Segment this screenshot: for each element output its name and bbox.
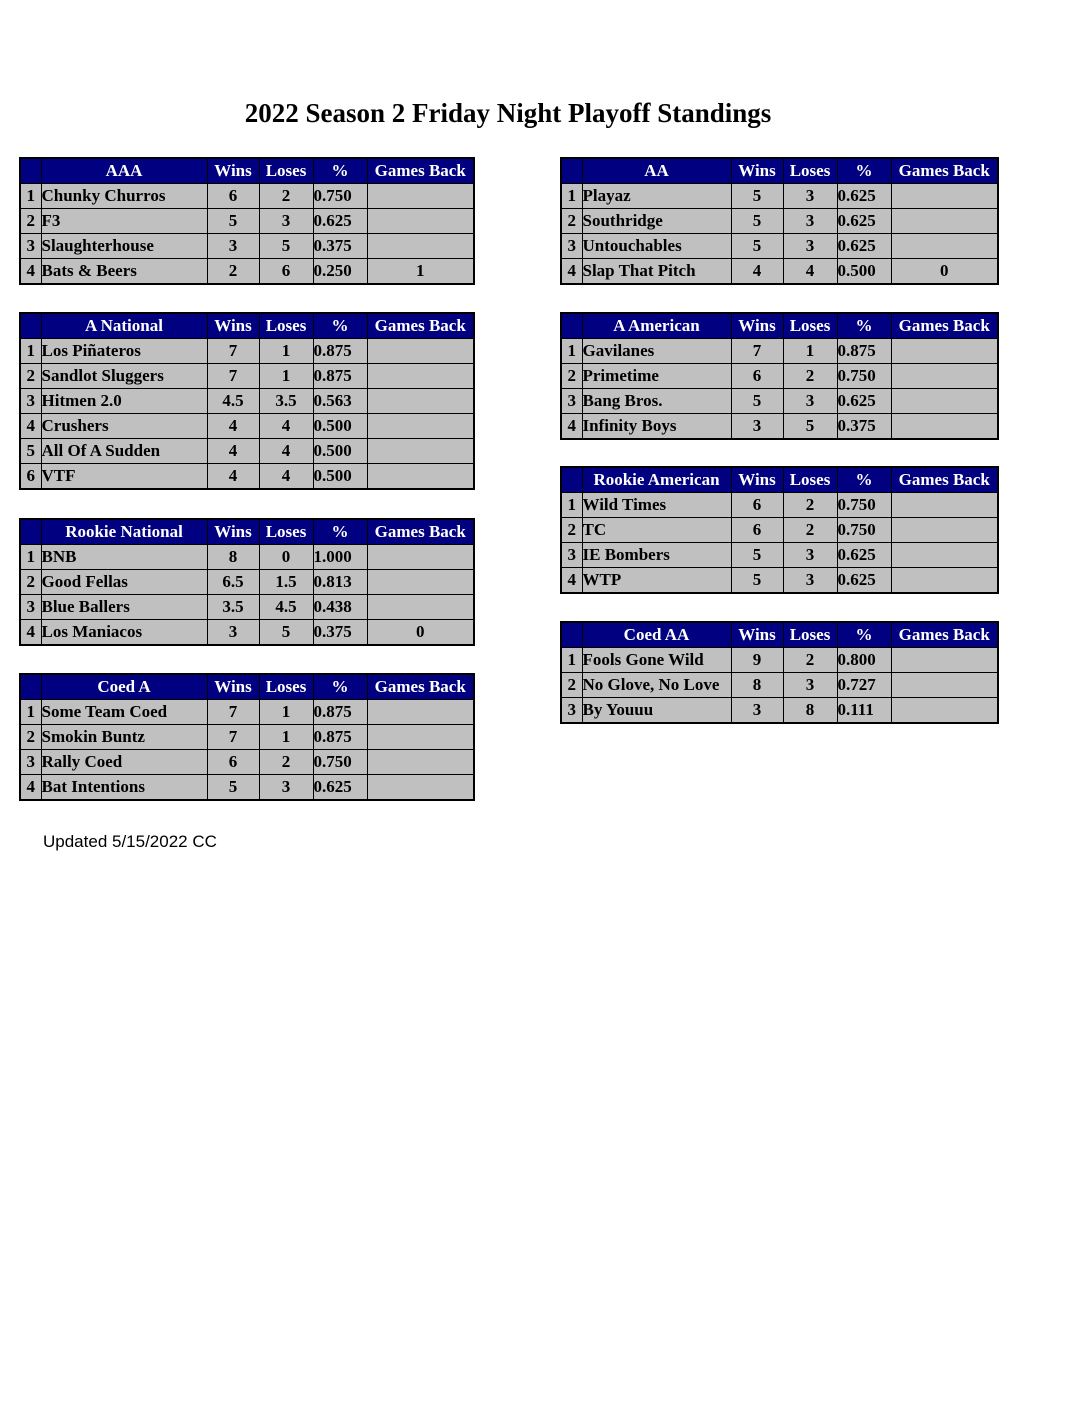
standings-table-a-national bbox=[19, 312, 475, 490]
loses-cell: 4 bbox=[259, 464, 313, 490]
rank-header bbox=[561, 313, 582, 339]
table-row bbox=[20, 259, 474, 285]
table-row bbox=[20, 364, 474, 389]
wins-cell: 7 bbox=[207, 700, 259, 725]
table-row bbox=[20, 439, 474, 464]
rank-cell: 1 bbox=[20, 339, 41, 364]
wins-cell: 5 bbox=[207, 775, 259, 801]
pct-cell: 0.500 bbox=[313, 439, 367, 464]
rank-cell: 2 bbox=[561, 673, 582, 698]
games-back-cell bbox=[367, 339, 474, 364]
loses-header: Loses bbox=[783, 158, 837, 184]
team-name-cell: Los Piñateros bbox=[41, 339, 207, 364]
loses-cell: 1 bbox=[259, 339, 313, 364]
pct-cell: 0.750 bbox=[837, 493, 891, 518]
table-row bbox=[20, 209, 474, 234]
wins-cell: 6 bbox=[731, 364, 783, 389]
pct-cell: 0.875 bbox=[837, 339, 891, 364]
team-name-cell: Good Fellas bbox=[41, 570, 207, 595]
pct-cell: 0.750 bbox=[313, 184, 367, 209]
rank-cell: 2 bbox=[20, 364, 41, 389]
pct-cell: 0.875 bbox=[313, 725, 367, 750]
pct-header: % bbox=[837, 467, 891, 493]
loses-cell: 4 bbox=[783, 259, 837, 285]
wins-cell: 5 bbox=[207, 209, 259, 234]
wins-header: Wins bbox=[731, 467, 783, 493]
wins-header: Wins bbox=[731, 313, 783, 339]
wins-header: Wins bbox=[207, 519, 259, 545]
wins-cell: 4.5 bbox=[207, 389, 259, 414]
wins-cell: 3 bbox=[731, 414, 783, 440]
wins-cell: 4 bbox=[207, 414, 259, 439]
rank-cell: 2 bbox=[20, 570, 41, 595]
team-name-cell: Los Maniacos bbox=[41, 620, 207, 646]
games-back-cell bbox=[367, 439, 474, 464]
header-row bbox=[20, 158, 474, 184]
pct-cell: 0.750 bbox=[837, 518, 891, 543]
table-row bbox=[561, 493, 998, 518]
team-name-cell: Hitmen 2.0 bbox=[41, 389, 207, 414]
team-name-cell: BNB bbox=[41, 545, 207, 570]
team-name-cell: Bats & Beers bbox=[41, 259, 207, 285]
loses-cell: 4 bbox=[259, 439, 313, 464]
wins-cell: 7 bbox=[207, 364, 259, 389]
table-row bbox=[561, 648, 998, 673]
pct-cell: 0.727 bbox=[837, 673, 891, 698]
header-row bbox=[20, 313, 474, 339]
wins-cell: 6 bbox=[731, 493, 783, 518]
table-row bbox=[561, 364, 998, 389]
games-back-header: Games Back bbox=[891, 467, 998, 493]
header-row bbox=[20, 674, 474, 700]
table-row bbox=[20, 700, 474, 725]
loses-header: Loses bbox=[259, 158, 313, 184]
wins-cell: 4 bbox=[207, 464, 259, 490]
header-row bbox=[561, 313, 998, 339]
games-back-cell bbox=[367, 775, 474, 801]
games-back-cell bbox=[367, 545, 474, 570]
wins-cell: 5 bbox=[731, 568, 783, 594]
rank-cell: 6 bbox=[20, 464, 41, 490]
loses-cell: 1 bbox=[259, 700, 313, 725]
team-name-cell: Bang Bros. bbox=[582, 389, 731, 414]
loses-cell: 4 bbox=[259, 414, 313, 439]
wins-cell: 9 bbox=[731, 648, 783, 673]
table-row bbox=[561, 673, 998, 698]
wins-header: Wins bbox=[207, 313, 259, 339]
rank-cell: 3 bbox=[20, 750, 41, 775]
loses-cell: 2 bbox=[783, 648, 837, 673]
loses-cell: 6 bbox=[259, 259, 313, 285]
games-back-cell bbox=[891, 209, 998, 234]
rank-header bbox=[20, 158, 41, 184]
rank-cell: 3 bbox=[561, 234, 582, 259]
wins-cell: 4 bbox=[731, 259, 783, 285]
team-name-cell: TC bbox=[582, 518, 731, 543]
pct-cell: 0.375 bbox=[837, 414, 891, 440]
wins-cell: 5 bbox=[731, 184, 783, 209]
games-back-cell: 1 bbox=[367, 259, 474, 285]
updated-note: Updated 5/15/2022 CC bbox=[43, 832, 217, 851]
wins-cell: 5 bbox=[731, 389, 783, 414]
wins-cell: 7 bbox=[207, 725, 259, 750]
games-back-cell bbox=[891, 234, 998, 259]
loses-cell: 2 bbox=[259, 184, 313, 209]
wins-cell: 5 bbox=[731, 209, 783, 234]
games-back-cell bbox=[367, 464, 474, 490]
standings-table-aa bbox=[560, 157, 999, 285]
pct-cell: 0.625 bbox=[313, 209, 367, 234]
games-back-header: Games Back bbox=[367, 674, 474, 700]
division-name: AAA bbox=[41, 158, 207, 184]
division-name: Coed AA bbox=[582, 622, 731, 648]
rank-cell: 2 bbox=[561, 209, 582, 234]
wins-cell: 8 bbox=[207, 545, 259, 570]
games-back-header: Games Back bbox=[891, 313, 998, 339]
games-back-header: Games Back bbox=[891, 622, 998, 648]
pct-cell: 0.875 bbox=[313, 339, 367, 364]
loses-cell: 3 bbox=[783, 543, 837, 568]
table-row bbox=[561, 339, 998, 364]
team-name-cell: Rally Coed bbox=[41, 750, 207, 775]
standings-table-coed-a bbox=[19, 673, 475, 801]
loses-cell: 2 bbox=[259, 750, 313, 775]
loses-cell: 3 bbox=[783, 389, 837, 414]
games-back-cell: 0 bbox=[367, 620, 474, 646]
team-name-cell: Southridge bbox=[582, 209, 731, 234]
rank-cell: 5 bbox=[20, 439, 41, 464]
rank-header bbox=[20, 519, 41, 545]
table-row bbox=[20, 570, 474, 595]
rank-header bbox=[561, 158, 582, 184]
rank-header bbox=[20, 674, 41, 700]
table-row bbox=[20, 620, 474, 646]
wins-cell: 8 bbox=[731, 673, 783, 698]
table-row bbox=[20, 389, 474, 414]
loses-cell: 1 bbox=[783, 339, 837, 364]
table-row bbox=[20, 184, 474, 209]
loses-header: Loses bbox=[259, 519, 313, 545]
team-name-cell: By Youuu bbox=[582, 698, 731, 724]
pct-cell: 0.625 bbox=[837, 568, 891, 594]
pct-cell: 1.000 bbox=[313, 545, 367, 570]
team-name-cell: Some Team Coed bbox=[41, 700, 207, 725]
table-row bbox=[20, 725, 474, 750]
games-back-header: Games Back bbox=[367, 519, 474, 545]
pct-header: % bbox=[313, 313, 367, 339]
table-row bbox=[561, 414, 998, 440]
rank-cell: 4 bbox=[20, 620, 41, 646]
rank-cell: 3 bbox=[561, 389, 582, 414]
wins-cell: 3.5 bbox=[207, 595, 259, 620]
pct-cell: 0.750 bbox=[837, 364, 891, 389]
division-name: AA bbox=[582, 158, 731, 184]
wins-cell: 5 bbox=[731, 234, 783, 259]
wins-cell: 3 bbox=[731, 698, 783, 724]
games-back-cell: 0 bbox=[891, 259, 998, 285]
standings-table-aaa bbox=[19, 157, 475, 285]
pct-cell: 0.438 bbox=[313, 595, 367, 620]
team-name-cell: Playaz bbox=[582, 184, 731, 209]
loses-header: Loses bbox=[783, 313, 837, 339]
table-row bbox=[20, 414, 474, 439]
table-row bbox=[20, 234, 474, 259]
table-row bbox=[561, 259, 998, 285]
games-back-header: Games Back bbox=[891, 158, 998, 184]
games-back-cell bbox=[891, 389, 998, 414]
games-back-cell bbox=[891, 493, 998, 518]
wins-cell: 3 bbox=[207, 620, 259, 646]
rank-cell: 4 bbox=[561, 568, 582, 594]
loses-cell: 1 bbox=[259, 725, 313, 750]
games-back-cell bbox=[891, 568, 998, 594]
games-back-header: Games Back bbox=[367, 313, 474, 339]
rank-cell: 4 bbox=[561, 414, 582, 440]
rank-cell: 1 bbox=[561, 184, 582, 209]
standings-table-rookie-american bbox=[560, 466, 999, 594]
team-name-cell: VTF bbox=[41, 464, 207, 490]
rank-cell: 4 bbox=[561, 259, 582, 285]
header-row bbox=[561, 622, 998, 648]
pct-cell: 0.875 bbox=[313, 364, 367, 389]
team-name-cell: Blue Ballers bbox=[41, 595, 207, 620]
table-row bbox=[20, 339, 474, 364]
games-back-cell bbox=[367, 209, 474, 234]
wins-header: Wins bbox=[207, 158, 259, 184]
loses-cell: 2 bbox=[783, 493, 837, 518]
rank-cell: 1 bbox=[20, 545, 41, 570]
rank-cell: 1 bbox=[20, 700, 41, 725]
pct-cell: 0.625 bbox=[837, 543, 891, 568]
team-name-cell: Smokin Buntz bbox=[41, 725, 207, 750]
team-name-cell: Gavilanes bbox=[582, 339, 731, 364]
games-back-cell bbox=[367, 700, 474, 725]
table-row bbox=[561, 543, 998, 568]
loses-cell: 8 bbox=[783, 698, 837, 724]
table-row bbox=[561, 389, 998, 414]
loses-cell: 3.5 bbox=[259, 389, 313, 414]
wins-cell: 5 bbox=[731, 543, 783, 568]
rank-cell: 4 bbox=[20, 414, 41, 439]
team-name-cell: Fools Gone Wild bbox=[582, 648, 731, 673]
loses-cell: 0 bbox=[259, 545, 313, 570]
wins-cell: 6 bbox=[207, 184, 259, 209]
pct-cell: 0.800 bbox=[837, 648, 891, 673]
games-back-cell bbox=[891, 648, 998, 673]
games-back-cell bbox=[367, 595, 474, 620]
standings-table-coed-aa bbox=[560, 621, 999, 724]
rank-cell: 3 bbox=[20, 595, 41, 620]
table-row bbox=[20, 750, 474, 775]
games-back-cell bbox=[891, 698, 998, 724]
team-name-cell: Primetime bbox=[582, 364, 731, 389]
rank-header bbox=[20, 313, 41, 339]
rank-cell: 2 bbox=[561, 518, 582, 543]
games-back-cell bbox=[891, 673, 998, 698]
games-back-cell bbox=[367, 570, 474, 595]
loses-header: Loses bbox=[783, 622, 837, 648]
games-back-cell bbox=[367, 725, 474, 750]
team-name-cell: Infinity Boys bbox=[582, 414, 731, 440]
rank-cell: 2 bbox=[561, 364, 582, 389]
pct-header: % bbox=[837, 158, 891, 184]
games-back-cell bbox=[367, 750, 474, 775]
team-name-cell: Sandlot Sluggers bbox=[41, 364, 207, 389]
rank-cell: 2 bbox=[20, 209, 41, 234]
team-name-cell: No Glove, No Love bbox=[582, 673, 731, 698]
wins-cell: 6 bbox=[731, 518, 783, 543]
pct-header: % bbox=[837, 313, 891, 339]
pct-cell: 0.500 bbox=[837, 259, 891, 285]
table-row bbox=[20, 595, 474, 620]
loses-header: Loses bbox=[259, 674, 313, 700]
loses-cell: 5 bbox=[259, 234, 313, 259]
pct-cell: 0.563 bbox=[313, 389, 367, 414]
rank-header bbox=[561, 622, 582, 648]
division-name: Coed A bbox=[41, 674, 207, 700]
pct-cell: 0.375 bbox=[313, 620, 367, 646]
pct-cell: 0.750 bbox=[313, 750, 367, 775]
wins-header: Wins bbox=[207, 674, 259, 700]
table-row bbox=[20, 775, 474, 801]
rank-cell: 2 bbox=[20, 725, 41, 750]
wins-cell: 4 bbox=[207, 439, 259, 464]
pct-cell: 0.375 bbox=[313, 234, 367, 259]
table-row bbox=[20, 464, 474, 490]
loses-cell: 3 bbox=[783, 234, 837, 259]
table-row bbox=[561, 698, 998, 724]
table-row bbox=[561, 209, 998, 234]
loses-cell: 3 bbox=[259, 775, 313, 801]
pct-cell: 0.813 bbox=[313, 570, 367, 595]
pct-cell: 0.625 bbox=[837, 389, 891, 414]
division-name: Rookie American bbox=[582, 467, 731, 493]
rank-header bbox=[561, 467, 582, 493]
table-row bbox=[561, 184, 998, 209]
rank-cell: 1 bbox=[561, 493, 582, 518]
games-back-cell bbox=[891, 364, 998, 389]
wins-cell: 6.5 bbox=[207, 570, 259, 595]
loses-cell: 3 bbox=[783, 209, 837, 234]
loses-header: Loses bbox=[783, 467, 837, 493]
rank-cell: 3 bbox=[561, 698, 582, 724]
pct-header: % bbox=[313, 158, 367, 184]
team-name-cell: All Of A Sudden bbox=[41, 439, 207, 464]
loses-cell: 3 bbox=[783, 673, 837, 698]
games-back-header: Games Back bbox=[367, 158, 474, 184]
games-back-cell bbox=[367, 414, 474, 439]
pct-cell: 0.625 bbox=[837, 234, 891, 259]
loses-cell: 4.5 bbox=[259, 595, 313, 620]
games-back-cell bbox=[891, 543, 998, 568]
games-back-cell bbox=[367, 389, 474, 414]
rank-cell: 4 bbox=[20, 775, 41, 801]
games-back-cell bbox=[367, 234, 474, 259]
pct-cell: 0.250 bbox=[313, 259, 367, 285]
header-row bbox=[20, 519, 474, 545]
team-name-cell: Untouchables bbox=[582, 234, 731, 259]
table-row bbox=[561, 568, 998, 594]
pct-cell: 0.625 bbox=[837, 184, 891, 209]
standings-table-rookie-national bbox=[19, 518, 475, 646]
wins-cell: 7 bbox=[731, 339, 783, 364]
loses-cell: 1.5 bbox=[259, 570, 313, 595]
rank-cell: 3 bbox=[20, 389, 41, 414]
pct-cell: 0.625 bbox=[837, 209, 891, 234]
team-name-cell: IE Bombers bbox=[582, 543, 731, 568]
team-name-cell: Slap That Pitch bbox=[582, 259, 731, 285]
loses-cell: 2 bbox=[783, 364, 837, 389]
loses-cell: 3 bbox=[783, 184, 837, 209]
loses-cell: 3 bbox=[783, 568, 837, 594]
loses-cell: 2 bbox=[783, 518, 837, 543]
team-name-cell: Crushers bbox=[41, 414, 207, 439]
standings-table-a-american bbox=[560, 312, 999, 440]
rank-cell: 3 bbox=[561, 543, 582, 568]
division-name: Rookie National bbox=[41, 519, 207, 545]
games-back-cell bbox=[891, 518, 998, 543]
division-name: A American bbox=[582, 313, 731, 339]
wins-cell: 6 bbox=[207, 750, 259, 775]
pct-cell: 0.875 bbox=[313, 700, 367, 725]
table-row bbox=[20, 545, 474, 570]
games-back-cell bbox=[891, 414, 998, 440]
pct-cell: 0.111 bbox=[837, 698, 891, 724]
team-name-cell: Wild Times bbox=[582, 493, 731, 518]
team-name-cell: F3 bbox=[41, 209, 207, 234]
loses-cell: 3 bbox=[259, 209, 313, 234]
games-back-cell bbox=[891, 184, 998, 209]
rank-cell: 1 bbox=[561, 648, 582, 673]
loses-cell: 1 bbox=[259, 364, 313, 389]
wins-cell: 2 bbox=[207, 259, 259, 285]
games-back-cell bbox=[367, 184, 474, 209]
rank-cell: 1 bbox=[20, 184, 41, 209]
team-name-cell: WTP bbox=[582, 568, 731, 594]
table-row bbox=[561, 234, 998, 259]
pct-cell: 0.500 bbox=[313, 414, 367, 439]
pct-cell: 0.500 bbox=[313, 464, 367, 490]
games-back-cell bbox=[891, 339, 998, 364]
pct-header: % bbox=[313, 519, 367, 545]
table-row bbox=[561, 518, 998, 543]
wins-header: Wins bbox=[731, 622, 783, 648]
rank-cell: 3 bbox=[20, 234, 41, 259]
wins-cell: 7 bbox=[207, 339, 259, 364]
team-name-cell: Chunky Churros bbox=[41, 184, 207, 209]
wins-header: Wins bbox=[731, 158, 783, 184]
page-title: 2022 Season 2 Friday Night Playoff Standings bbox=[244, 98, 772, 128]
team-name-cell: Slaughterhouse bbox=[41, 234, 207, 259]
pct-header: % bbox=[837, 622, 891, 648]
division-name: A National bbox=[41, 313, 207, 339]
team-name-cell: Bat Intentions bbox=[41, 775, 207, 801]
pct-header: % bbox=[313, 674, 367, 700]
wins-cell: 3 bbox=[207, 234, 259, 259]
games-back-cell bbox=[367, 364, 474, 389]
loses-header: Loses bbox=[259, 313, 313, 339]
rank-cell: 4 bbox=[20, 259, 41, 285]
loses-cell: 5 bbox=[783, 414, 837, 440]
header-row bbox=[561, 467, 998, 493]
loses-cell: 5 bbox=[259, 620, 313, 646]
header-row bbox=[561, 158, 998, 184]
rank-cell: 1 bbox=[561, 339, 582, 364]
pct-cell: 0.625 bbox=[313, 775, 367, 801]
